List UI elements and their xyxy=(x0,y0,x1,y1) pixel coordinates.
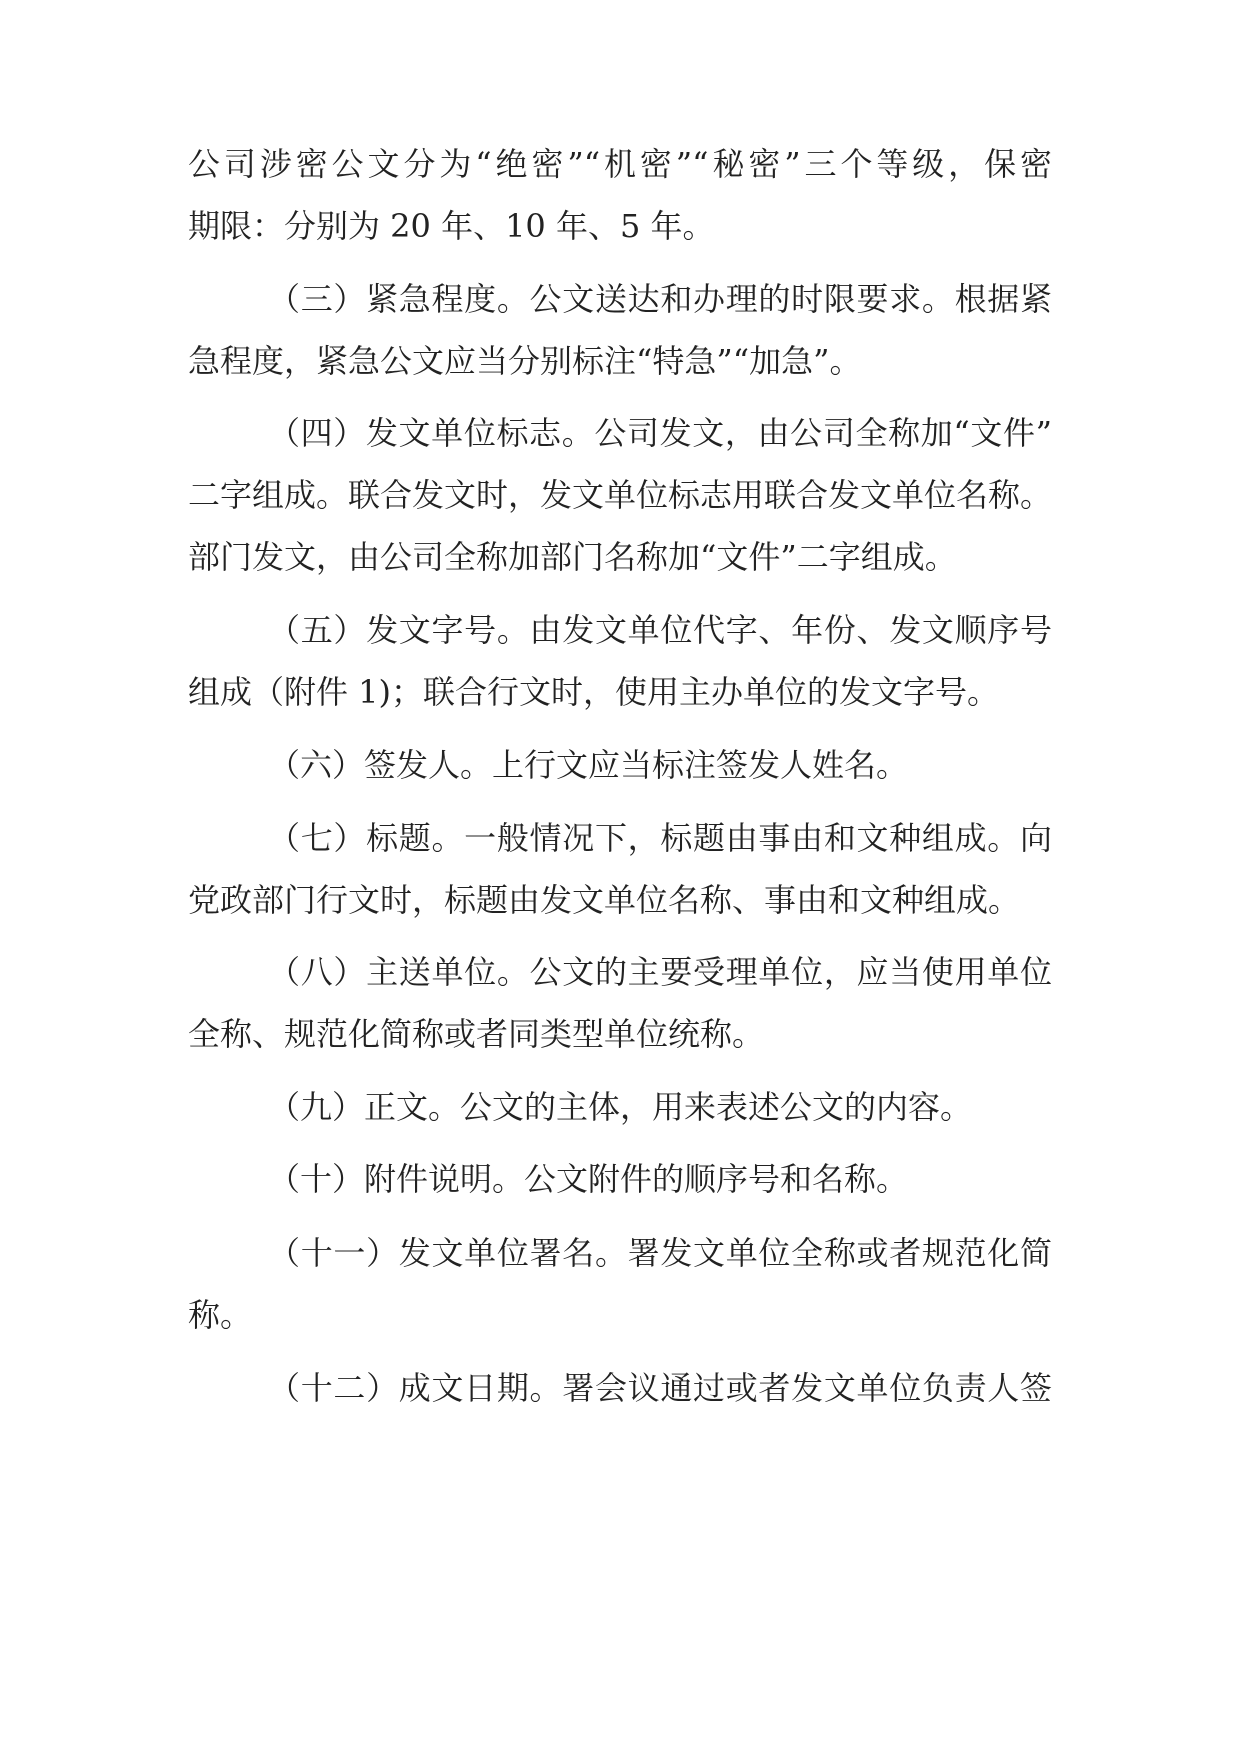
text-line: （十二）成文日期。署会议通过或者发文单位负责人签 xyxy=(268,1369,1052,1407)
text-line: （三）紧急程度。公文送达和办理的时限要求。根据紧 xyxy=(268,280,1052,318)
text-line: （五）发文字号。由发文单位代字、年份、发文顺序号 xyxy=(268,611,1052,649)
text-line: 组成（附件 1)；联合行文时，使用主办单位的发文字号。 xyxy=(188,673,1000,711)
text-line: 二字组成。联合发文时，发文单位标志用联合发文单位名称。 xyxy=(188,476,1053,514)
text-line: （十一）发文单位署名。署发文单位全称或者规范化简 xyxy=(268,1234,1052,1272)
text-line: （六）签发人。上行文应当标注签发人姓名。 xyxy=(268,746,909,784)
text-line: 急程度，紧急公文应当分别标注“特急”“加急”。 xyxy=(188,342,862,380)
text-line: 全称、规范化简称或者同类型单位统称。 xyxy=(188,1015,765,1053)
text-line: 期限：分别为 20 年、10 年、5 年。 xyxy=(188,207,715,245)
text-line: （八）主送单位。公文的主要受理单位，应当使用单位 xyxy=(268,953,1052,991)
text-line: 公司涉密公文分为“绝密”“机密”“秘密”三个等级，保密 xyxy=(188,145,1052,183)
text-line: 称。 xyxy=(188,1296,253,1334)
text-line: （九）正文。公文的主体，用来表述公文的内容。 xyxy=(268,1088,973,1126)
text-line: （七）标题。一般情况下，标题由事由和文种组成。向 xyxy=(268,819,1052,857)
text-line: （四）发文单位标志。公司发文，由公司全称加“文件” xyxy=(268,414,1052,452)
text-line: （十）附件说明。公文附件的顺序号和名称。 xyxy=(268,1160,909,1198)
text-line: 党政部门行文时，标题由发文单位名称、事由和文种组成。 xyxy=(188,881,1021,919)
text-line: 部门发文，由公司全称加部门名称加“文件”二字组成。 xyxy=(188,538,957,576)
